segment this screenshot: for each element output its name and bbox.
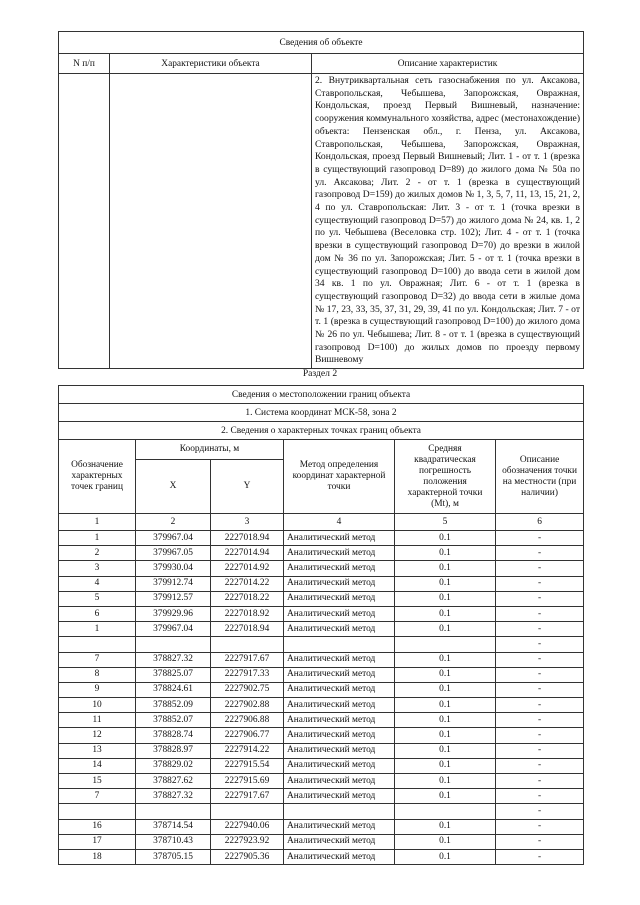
- method: Аналитический метод: [284, 576, 395, 591]
- method: Аналитический метод: [284, 682, 395, 697]
- desc-num-cell: [59, 74, 110, 369]
- point-desc: -: [496, 667, 584, 682]
- col-num-header: N п/п: [59, 54, 110, 74]
- point-id: [59, 804, 136, 819]
- y-coord: 2227905.36: [211, 849, 284, 864]
- method: Аналитический метод: [284, 743, 395, 758]
- col-x-header: X: [136, 460, 211, 514]
- col-num: 4: [284, 514, 395, 531]
- point-desc: -: [496, 698, 584, 713]
- table-row: [59, 834, 584, 849]
- table-row: [59, 713, 584, 728]
- object-info-title: Сведения об объекте: [59, 32, 584, 54]
- error: 0.1: [395, 546, 496, 561]
- x-coord: 379930.04: [136, 561, 211, 576]
- table-row: [59, 546, 584, 561]
- x-coord: 378829.02: [136, 758, 211, 773]
- col-num: 3: [211, 514, 284, 531]
- col-desc-header: Описание обозначения точки на местности (при наличии): [496, 440, 584, 514]
- x-coord: 378825.07: [136, 667, 211, 682]
- y-coord: 2227014.22: [211, 576, 284, 591]
- error: 0.1: [395, 652, 496, 667]
- x-coord: 378827.32: [136, 652, 211, 667]
- point-desc: -: [496, 576, 584, 591]
- x-coord: 378852.07: [136, 713, 211, 728]
- col-num: 2: [136, 514, 211, 531]
- table-row: [59, 774, 584, 789]
- table-row: [59, 561, 584, 576]
- y-coord: 2227902.88: [211, 698, 284, 713]
- error: 0.1: [395, 682, 496, 697]
- point-id: 7: [59, 652, 136, 667]
- table-row: [59, 728, 584, 743]
- coordinate-system: 1. Система координат МСК-58, зона 2: [59, 404, 584, 422]
- error: 0.1: [395, 713, 496, 728]
- point-id: 17: [59, 834, 136, 849]
- point-desc: -: [496, 789, 584, 804]
- point-desc: -: [496, 758, 584, 773]
- y-coord: 2227018.94: [211, 622, 284, 637]
- method: [284, 804, 395, 819]
- col-num: 5: [395, 514, 496, 531]
- method: Аналитический метод: [284, 591, 395, 606]
- x-coord: 378828.74: [136, 728, 211, 743]
- table-row: [59, 758, 584, 773]
- y-coord: 2227917.67: [211, 652, 284, 667]
- y-coord: 2227915.54: [211, 758, 284, 773]
- y-coord: 2227915.69: [211, 774, 284, 789]
- desc-char-cell: [110, 74, 312, 369]
- point-id: 9: [59, 682, 136, 697]
- method: Аналитический метод: [284, 606, 395, 621]
- point-id: 15: [59, 774, 136, 789]
- x-coord: 378714.54: [136, 819, 211, 834]
- y-coord: 2227923.92: [211, 834, 284, 849]
- method: Аналитический метод: [284, 622, 395, 637]
- col-desc-header: Описание характеристик: [312, 54, 584, 74]
- x-coord: 378710.43: [136, 834, 211, 849]
- point-desc: -: [496, 682, 584, 697]
- method: Аналитический метод: [284, 713, 395, 728]
- col-designation-header: Обозначение характерных точек границ: [59, 440, 136, 514]
- table-row: [59, 531, 584, 546]
- boundary-points-table: [58, 385, 584, 865]
- error: 0.1: [395, 531, 496, 546]
- point-id: 7: [59, 789, 136, 804]
- method: Аналитический метод: [284, 531, 395, 546]
- error: 0.1: [395, 774, 496, 789]
- y-coord: 2227902.75: [211, 682, 284, 697]
- method: Аналитический метод: [284, 698, 395, 713]
- error: 0.1: [395, 849, 496, 864]
- x-coord: 379912.74: [136, 576, 211, 591]
- point-id: 6: [59, 606, 136, 621]
- point-id: 16: [59, 819, 136, 834]
- table-row: [59, 667, 584, 682]
- y-coord: 2227014.94: [211, 546, 284, 561]
- point-id: 18: [59, 849, 136, 864]
- x-coord: 379967.04: [136, 622, 211, 637]
- table-row: [59, 743, 584, 758]
- table-row: [59, 637, 584, 652]
- error: 0.1: [395, 698, 496, 713]
- y-coord: 2227940.06: [211, 819, 284, 834]
- y-coord: 2227914.22: [211, 743, 284, 758]
- point-desc: -: [496, 606, 584, 621]
- error: 0.1: [395, 728, 496, 743]
- point-id: 10: [59, 698, 136, 713]
- x-coord: 378705.15: [136, 849, 211, 864]
- y-coord: 2227906.77: [211, 728, 284, 743]
- method: Аналитический метод: [284, 728, 395, 743]
- table-row: [59, 804, 584, 819]
- point-id: [59, 637, 136, 652]
- error: 0.1: [395, 834, 496, 849]
- points-title: 2. Сведения о характерных точках границ объекта: [59, 422, 584, 440]
- y-coord: 2227906.88: [211, 713, 284, 728]
- point-desc: -: [496, 637, 584, 652]
- table-row: [59, 789, 584, 804]
- error: 0.1: [395, 606, 496, 621]
- y-coord: 2227917.33: [211, 667, 284, 682]
- point-id: 2: [59, 546, 136, 561]
- point-id: 14: [59, 758, 136, 773]
- point-id: 8: [59, 667, 136, 682]
- point-desc: -: [496, 743, 584, 758]
- x-coord: 379912.57: [136, 591, 211, 606]
- x-coord: 378827.62: [136, 774, 211, 789]
- method: Аналитический метод: [284, 546, 395, 561]
- error: 0.1: [395, 591, 496, 606]
- method: Аналитический метод: [284, 561, 395, 576]
- point-desc: -: [496, 834, 584, 849]
- y-coord: 2227018.22: [211, 591, 284, 606]
- error: 0.1: [395, 667, 496, 682]
- x-coord: 378827.32: [136, 789, 211, 804]
- point-desc: -: [496, 713, 584, 728]
- point-desc: -: [496, 819, 584, 834]
- point-id: 13: [59, 743, 136, 758]
- table-row: [59, 849, 584, 864]
- method: Аналитический метод: [284, 819, 395, 834]
- col-num: 6: [496, 514, 584, 531]
- y-coord: 2227014.92: [211, 561, 284, 576]
- x-coord: 379929.96: [136, 606, 211, 621]
- error: 0.1: [395, 758, 496, 773]
- col-num: 1: [59, 514, 136, 531]
- point-id: 11: [59, 713, 136, 728]
- table-row: [59, 591, 584, 606]
- x-coord: 378852.09: [136, 698, 211, 713]
- col-y-header: Y: [211, 460, 284, 514]
- error: 0.1: [395, 576, 496, 591]
- error: [395, 804, 496, 819]
- point-desc: -: [496, 561, 584, 576]
- method: Аналитический метод: [284, 667, 395, 682]
- table-row: [59, 698, 584, 713]
- table-row: [59, 682, 584, 697]
- object-info-table: [58, 31, 584, 369]
- col-method-header: Метод определения координат характерной точки: [284, 440, 395, 514]
- method: Аналитический метод: [284, 849, 395, 864]
- method: Аналитический метод: [284, 834, 395, 849]
- error: [395, 637, 496, 652]
- table-row: [59, 819, 584, 834]
- x-coord: 378828.97: [136, 743, 211, 758]
- point-id: 5: [59, 591, 136, 606]
- table-row: [59, 576, 584, 591]
- table-row: [59, 622, 584, 637]
- y-coord: [211, 637, 284, 652]
- point-desc: -: [496, 652, 584, 667]
- point-id: 1: [59, 622, 136, 637]
- y-coord: 2227018.92: [211, 606, 284, 621]
- location-title: Сведения о местоположении границ объекта: [59, 386, 584, 404]
- section-title: Раздел 2: [302, 368, 338, 379]
- point-desc: -: [496, 531, 584, 546]
- point-desc: -: [496, 849, 584, 864]
- error: 0.1: [395, 743, 496, 758]
- point-desc: -: [496, 622, 584, 637]
- error: 0.1: [395, 819, 496, 834]
- table-row: [59, 606, 584, 621]
- method: Аналитический метод: [284, 758, 395, 773]
- x-coord: 379967.04: [136, 531, 211, 546]
- object-description: 2. Внутриквартальная сеть газоснабжения по ул. Аксакова, Ставропольская, Чебышева, Запорожская, Овражная, Кондольская, проезд Первый Вишневый, назначение: сооружения коммунального хозяйства, адрес (местонахождение) объекта: Пензенская обл., г. Пенза, ул. Аксакова, Ставропольская, Чебышева, Запорожская, Овражная, Кондольская, проезд Первый Вишневый; Лит. 1 - от т. 1 (врезка в существующий газопровод D=89) до жилого дома № 50а по ул. Аксакова; Лит. 2 - от т. 1 (врезка в существующий газопровод D=159) до жилых домов № 1, 3, 5, 7, 11, 13, 15, 21, 2, 4 по ул. Ставропольская: Лит. 3 - от т. 1 (точка врезки в существующий газопровод D=57) до жилого дома № 24, кв. 1, 2 по ул. Чебышева (Веселовка стр. 102); Лит. 4 - от т. 1 (точка врезки в существующий газопровод D=70) до врезки в жилой дом № 36 по ул. Запорожская; Лит. 5 - от т. 1 (точка врезки в существующий газопровод D=100) до ввода сети в жилой дом 34 кв. 1 по ул. Овражная; Лит. 6 - от т. 1 (врезка в существующий газопровод D=32) до ввода сети в жилые дома № 17, 23, 33, 35, 37, 31, 29, 39, 41 по ул. Кондольская; Лит. 7 - от т. 1 (врезка в существующий газопровод D=100) до жилого дома № 26 по ул. Чебышева; Лит. 8 - от т. 1 (врезка в существующий газопровод D=100) до жилых домов по проезду первому Вишневому: [312, 74, 584, 369]
- method: [284, 637, 395, 652]
- point-id: 1: [59, 531, 136, 546]
- y-coord: 2227917.67: [211, 789, 284, 804]
- point-id: 4: [59, 576, 136, 591]
- point-desc: -: [496, 591, 584, 606]
- col-error-header: Средняя квадратическая погрешность положения характерной точки (Mt), м: [395, 440, 496, 514]
- method: Аналитический метод: [284, 652, 395, 667]
- x-coord: 378824.61: [136, 682, 211, 697]
- point-desc: -: [496, 774, 584, 789]
- point-desc: -: [496, 728, 584, 743]
- x-coord: 379967.05: [136, 546, 211, 561]
- error: 0.1: [395, 789, 496, 804]
- col-coords-header: Координаты, м: [136, 440, 284, 460]
- col-char-header: Характеристики объекта: [110, 54, 312, 74]
- method: Аналитический метод: [284, 774, 395, 789]
- y-coord: [211, 804, 284, 819]
- error: 0.1: [395, 561, 496, 576]
- method: Аналитический метод: [284, 789, 395, 804]
- error: 0.1: [395, 622, 496, 637]
- y-coord: 2227018.94: [211, 531, 284, 546]
- x-coord: [136, 637, 211, 652]
- point-desc: -: [496, 546, 584, 561]
- table-row: [59, 652, 584, 667]
- point-desc: -: [496, 804, 584, 819]
- point-id: 12: [59, 728, 136, 743]
- point-id: 3: [59, 561, 136, 576]
- x-coord: [136, 804, 211, 819]
